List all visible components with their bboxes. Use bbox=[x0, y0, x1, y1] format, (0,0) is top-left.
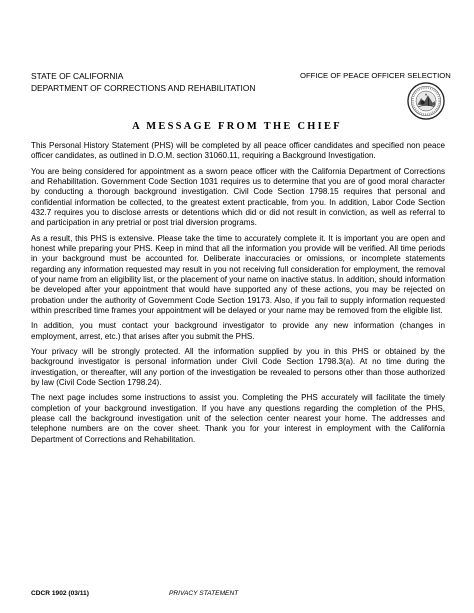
privacy-statement-label: PRIVACY STATEMENT bbox=[169, 590, 239, 597]
paragraph-intro: This Personal History Statement (PHS) will be completed by all peace officer candidates and specified non peace officer candidates, as outlined in D.O.M. section 31060.11, requiring a Background Investigation. bbox=[31, 141, 445, 161]
page-title: A MESSAGE FROM THE CHIEF bbox=[132, 121, 342, 132]
letter-body bbox=[31, 141, 445, 450]
paragraph-next-page: The next page includes some instructions to assist you. Completing the PHS accurately will facilitate the timely completion of your background investigation. If you have any questions regarding the completion of the PHS, please call the background investigation unit of the selection center nearest your home. The addresses and telephone numbers are on the cover sheet. Thank you for your interest in employment with the California Department of Corrections and Rehabilitation. bbox=[31, 393, 445, 444]
organization-header bbox=[31, 71, 255, 94]
office-name: OFFICE OF PEACE OFFICER SELECTION bbox=[300, 71, 451, 80]
paragraph-consideration: You are being considered for appointment as a sworn peace officer with the California Department of Corrections and Rehabilitation. Government Code Section 1031 requires us to determine that you are of good moral character by conducting a thorough background investigation. Civil Code Section 1798.15 requires that personal and confidential information be collected, to the greatest extent practicable, from you. In addition, Labor Code Section 432.7 requires you to disclose arrests or detentions which did or did not result in conviction, as well as referral to and participation in any pretrial or post trial diversion programs. bbox=[31, 166, 445, 228]
california-state-seal-icon bbox=[407, 82, 445, 120]
paragraph-contact-investigator: In addition, you must contact your background investigator to provide any new information (changes in employment, arrest, etc.) that arises after you submit the PHS. bbox=[31, 321, 445, 341]
paragraph-extensive: As a result, this PHS is extensive. Please take the time to accurately complete it. It is important you are open and honest while preparing your PHS. Keep in mind that all the information you provide will be verified. All time periods in your background must be accounted for. Deliberate inaccuracies or omissions, or incomplete statements regarding any information requested may result in you not receiving full consideration for employment, the removal of your name from an eligibility list, or the placement of your name on inactive status. In addition, should information be developed after your appointment that would have supported any of these actions, you may be rejected on probation under the authority of Government Code Section 19173. Also, if you fail to supply information requested within prescribed time frames your appointment will be delayed or your name may be removed from the eligible list. bbox=[31, 233, 445, 315]
form-number: CDCR 1902 (03/11) bbox=[31, 590, 89, 597]
paragraph-privacy: Your privacy will be strongly protected. All the information supplied by you in this PHS or obtained by the background investigator is personal information under Civil Code Section 1798.3(a). At no time during the investigation, or thereafter, will any portion of the investigation be revealed to persons other than those authorized by law (Civil Code Section 1798.24). bbox=[31, 347, 445, 387]
state-name: STATE OF CALIFORNIA bbox=[31, 71, 124, 81]
department-name: DEPARTMENT OF CORRECTIONS AND REHABILITATION bbox=[31, 82, 256, 93]
